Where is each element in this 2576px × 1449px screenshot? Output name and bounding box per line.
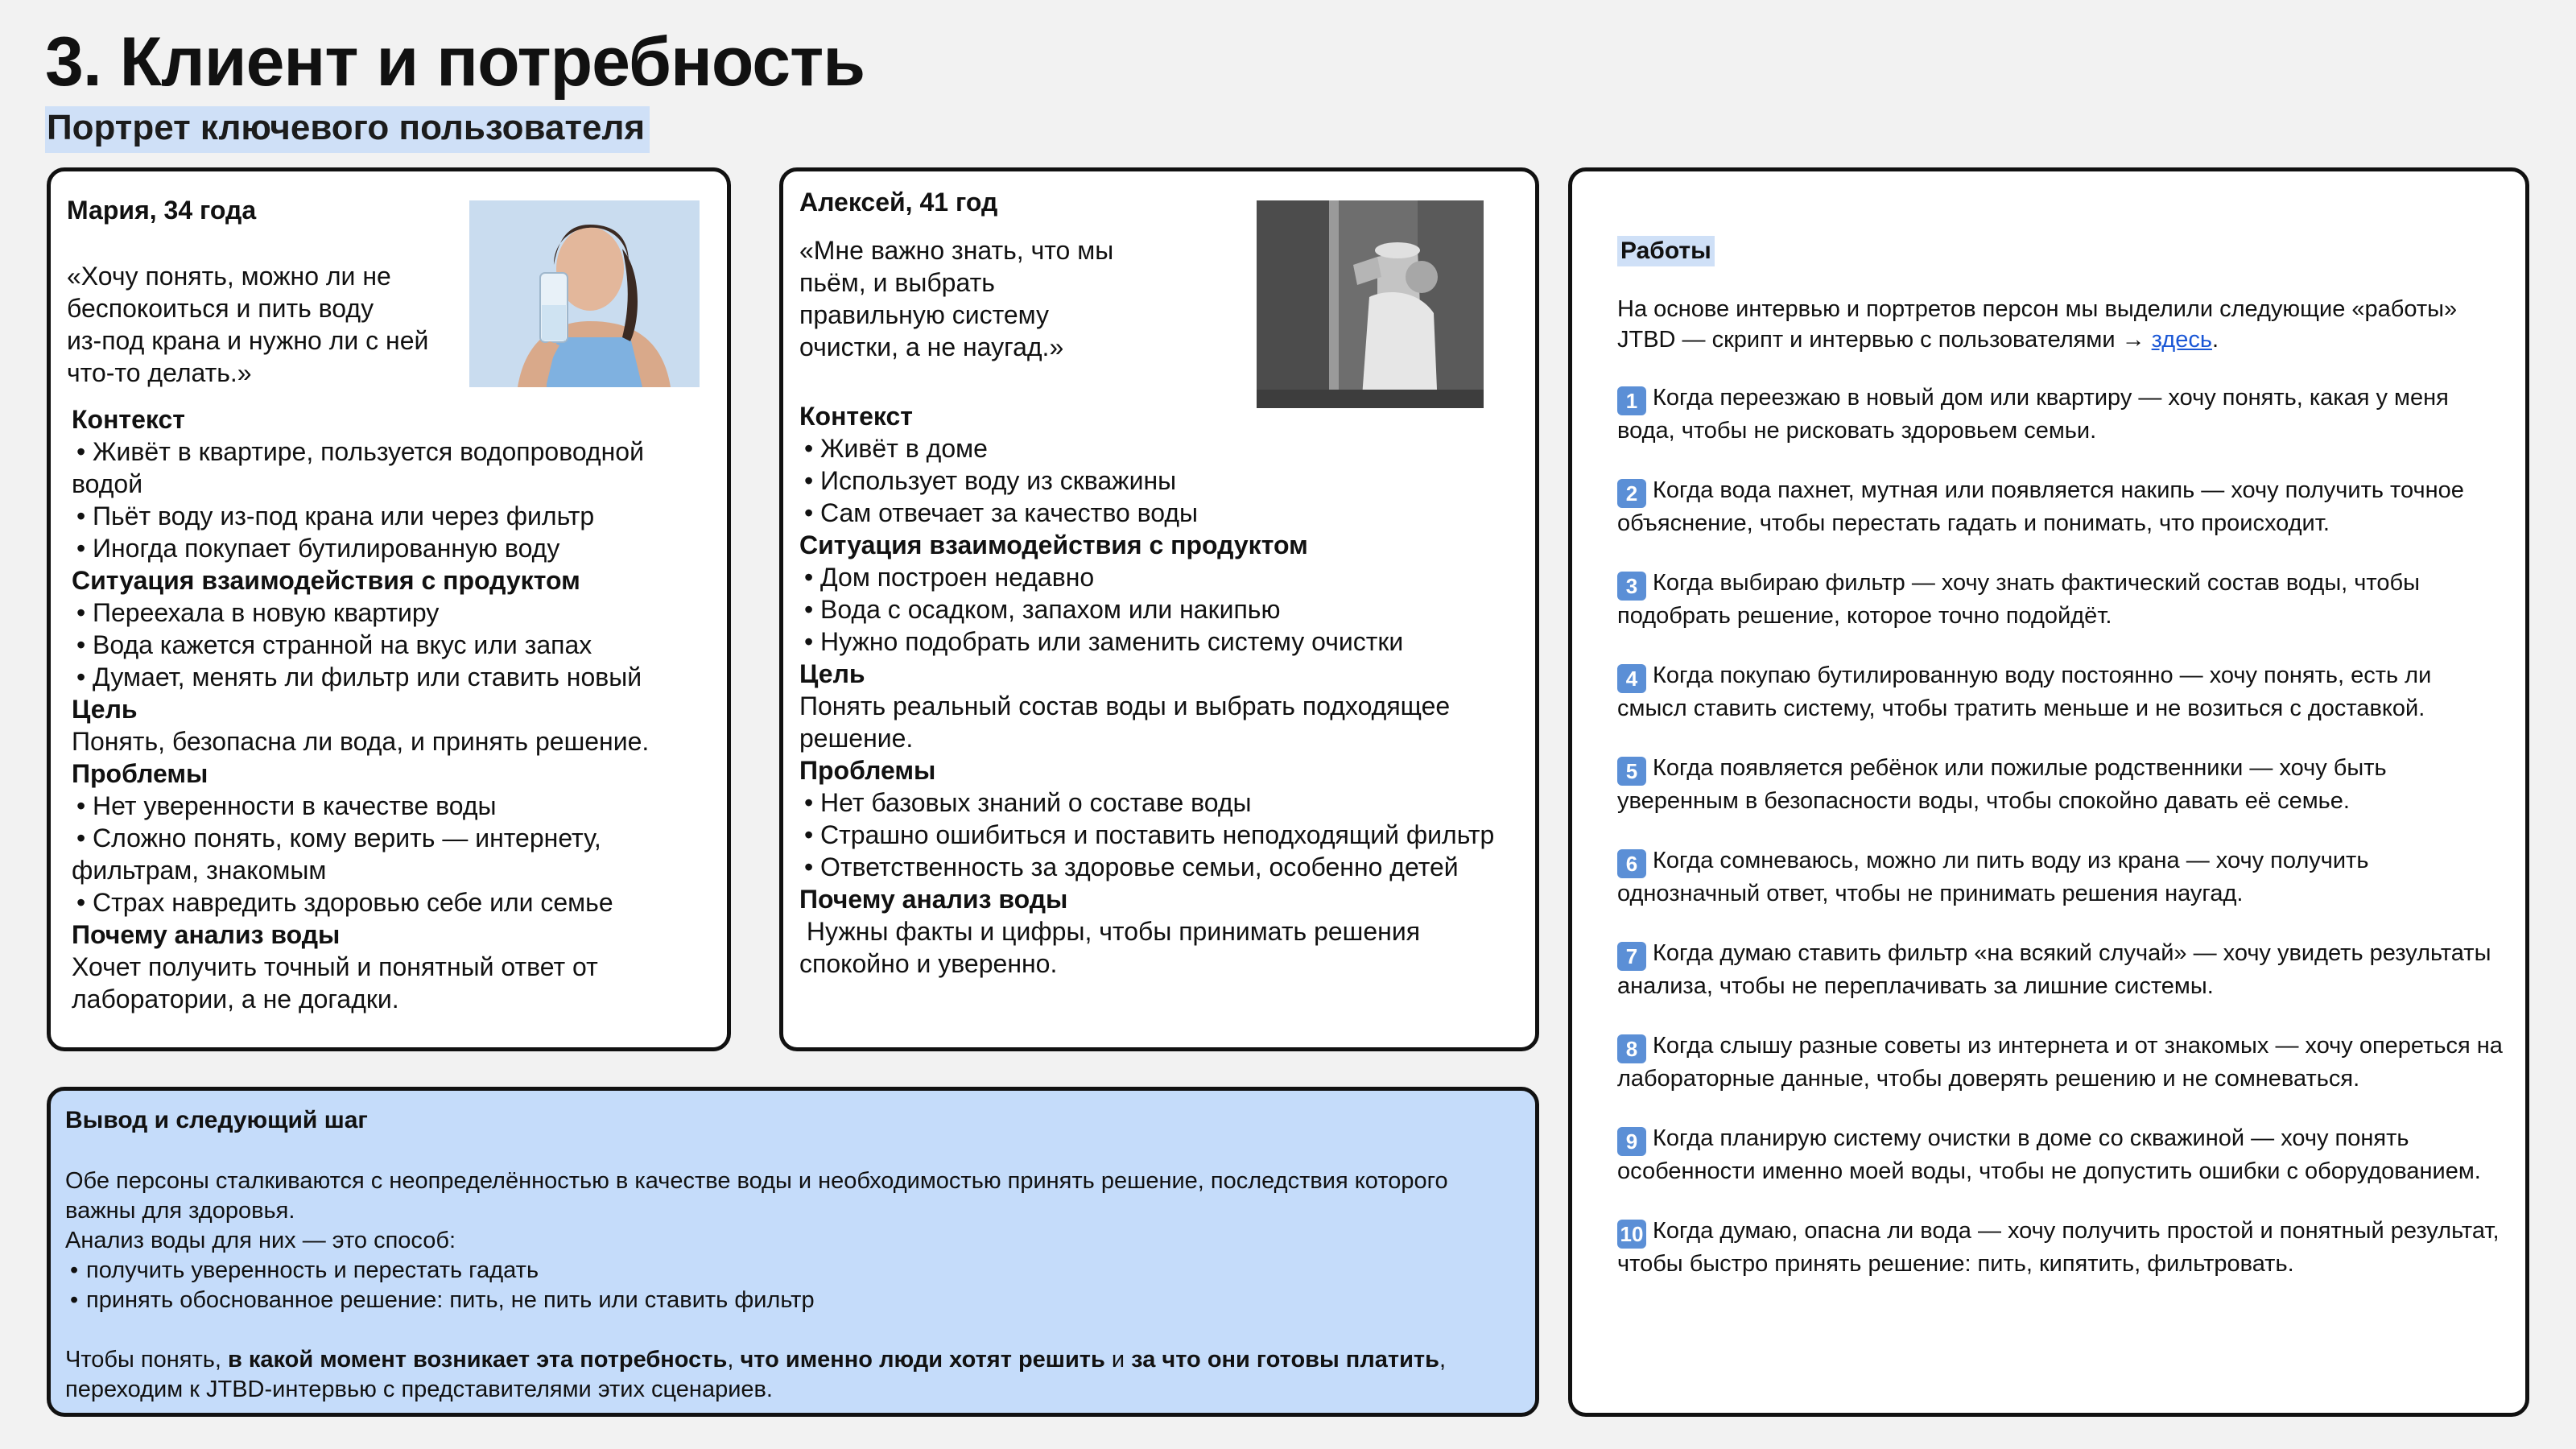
list-item: • Вода кажется странной на вкус или запах bbox=[72, 629, 716, 661]
list-item: • Живёт в доме bbox=[799, 432, 1524, 464]
jobs-list bbox=[1617, 382, 2503, 1308]
why-text: Хочет получить точный и понятный ответ от лаборатории, а не догадки. bbox=[72, 952, 598, 1013]
list-item: • Вода с осадком, запахом или накипью bbox=[799, 593, 1524, 625]
list-item: • Иногда покупает бутилированную воду bbox=[72, 532, 716, 564]
job-item bbox=[1617, 1123, 2503, 1187]
text-run: , bbox=[1439, 1347, 1446, 1373]
summary-card bbox=[47, 1087, 1539, 1417]
list-item: • Ответственность за здоровье семьи, особенно детей bbox=[799, 851, 1524, 883]
jobs-intro bbox=[1617, 294, 2495, 355]
list-item: • Нужно подобрать или заменить систему очистки bbox=[799, 625, 1524, 658]
summary-paragraph: переходим к JTBD-интервью с представителями этих сценариев. bbox=[65, 1377, 773, 1402]
job-item bbox=[1617, 1030, 2503, 1094]
number-badge-icon: 9 bbox=[1617, 1127, 1646, 1156]
persona-quote: «Мне важно знать, что мы пьём, и выбрать правильную систему очистки, а не наугад.» bbox=[799, 236, 1114, 361]
number-badge-icon: 3 bbox=[1617, 572, 1646, 601]
job-item bbox=[1617, 845, 2503, 909]
job-text: Когда думаю, опасна ли вода — хочу получить простой и понятный результат, чтобы быстро принять решение: пить, кипятить, фильтровать. bbox=[1617, 1218, 2500, 1277]
number-badge-icon: 7 bbox=[1617, 942, 1646, 971]
summary-paragraph: Анализ воды для них — это способ: bbox=[65, 1228, 456, 1253]
goal-text: Понять реальный состав воды и выбрать подходящее решение. bbox=[799, 691, 1451, 753]
section-heading: Проблемы bbox=[799, 756, 936, 785]
job-text: Когда появляется ребёнок или пожилые родственники — хочу быть уверенным в безопасности воды, чтобы спокойно давать её семье. bbox=[1617, 755, 2387, 814]
list-item: • получить уверенность и перестать гадать bbox=[65, 1256, 1514, 1286]
list-item: • Пьёт воду из-под крана или через фильтр bbox=[72, 500, 716, 532]
section-heading: Почему анализ воды bbox=[72, 920, 341, 949]
job-item bbox=[1617, 568, 2503, 631]
job-text: Когда вода пахнет, мутная или появляется накипь — хочу получить точное объяснение, чтобы перестать гадать и понимать, что происходит. bbox=[1617, 477, 2464, 536]
list-item: • Дом построен недавно bbox=[799, 561, 1524, 593]
list-item: • Нет базовых знаний о составе воды bbox=[799, 786, 1524, 819]
list-item: • принять обоснованное решение: пить, не пить или ставить фильтр bbox=[65, 1286, 1514, 1315]
persona-name: Мария, 34 года bbox=[67, 196, 257, 225]
list-item: • Сам отвечает за качество воды bbox=[799, 497, 1524, 529]
text-run-bold: что именно люди хотят решить bbox=[740, 1347, 1105, 1373]
list-item: • Использует воду из скважины bbox=[799, 464, 1524, 497]
section-heading: Контекст bbox=[799, 402, 913, 431]
page-subtitle: Портрет ключевого пользователя bbox=[45, 106, 650, 153]
section-heading: Цель bbox=[72, 695, 138, 724]
number-badge-icon: 8 bbox=[1617, 1034, 1646, 1063]
jobs-intro-end: . bbox=[2211, 327, 2219, 353]
job-item bbox=[1617, 753, 2503, 816]
summary-heading: Вывод и следующий шаг bbox=[65, 1107, 368, 1133]
text-run-bold: в какой момент возникает эта потребность bbox=[227, 1347, 728, 1373]
number-badge-icon: 10 bbox=[1617, 1220, 1646, 1249]
number-badge-icon: 4 bbox=[1617, 664, 1646, 693]
summary-body bbox=[65, 1166, 1514, 1405]
section-heading: Проблемы bbox=[72, 759, 208, 788]
job-item bbox=[1617, 382, 2503, 446]
woman-drinking-image bbox=[469, 200, 700, 387]
number-badge-icon: 6 bbox=[1617, 849, 1646, 878]
text-run: Чтобы понять, bbox=[65, 1347, 228, 1373]
maria-details bbox=[72, 403, 716, 1015]
interview-link[interactable]: здесь bbox=[2151, 327, 2212, 353]
persona-name: Алексей, 41 год bbox=[799, 188, 998, 217]
spacer bbox=[65, 1315, 1514, 1345]
job-text: Когда покупаю бутилированную воду постоянно — хочу понять, есть ли смысл ставить систему, чтобы тратить меньше и не возиться с доставкой. bbox=[1617, 663, 2432, 721]
page-title: 3. Клиент и потребность bbox=[45, 23, 865, 101]
jobs-card bbox=[1568, 167, 2529, 1417]
why-text: Нужны факты и цифры, чтобы принимать решения спокойно и уверенно. bbox=[799, 917, 1427, 978]
list-item: • Думает, менять ли фильтр или ставить новый bbox=[72, 661, 716, 693]
job-text: Когда сомневаюсь, можно ли пить воду из крана — хочу получить однозначный ответ, чтобы не принимать решения наугад. bbox=[1617, 848, 2369, 906]
text-run-bold: за что они готовы платить bbox=[1131, 1347, 1439, 1373]
aleksey-details bbox=[799, 400, 1524, 980]
job-text: Когда переезжаю в новый дом или квартиру — хочу понять, какая у меня вода, чтобы не рисковать здоровьем семьи. bbox=[1617, 385, 2449, 444]
section-heading: Почему анализ воды bbox=[799, 885, 1068, 914]
text-run: , bbox=[727, 1347, 741, 1373]
list-item: • Страх навредить здоровью себе или семье bbox=[72, 886, 716, 919]
section-heading: Ситуация взаимодействия с продуктом bbox=[72, 566, 580, 595]
persona-photo-aleksey bbox=[1257, 200, 1484, 408]
section-heading: Цель bbox=[799, 659, 865, 688]
jobs-intro-text: На основе интервью и портретов персон мы выделили следующие «работы» JTBD — скрипт и интервью с пользователями → bbox=[1617, 296, 2458, 353]
persona-photo-maria bbox=[469, 200, 700, 387]
job-item bbox=[1617, 660, 2503, 724]
list-item: • Живёт в квартире, пользуется водопроводной водой bbox=[72, 436, 716, 500]
section-heading: Ситуация взаимодействия с продуктом bbox=[799, 530, 1308, 559]
summary-paragraph bbox=[65, 1345, 1514, 1375]
job-text: Когда планирую систему очистки в доме со скважиной — хочу понять особенности именно моей воды, чтобы не допустить ошибки с оборудованием. bbox=[1617, 1125, 2481, 1184]
job-item bbox=[1617, 1216, 2503, 1279]
job-text: Когда выбираю фильтр — хочу знать фактический состав воды, чтобы подобрать решение, которое точно подойдёт. bbox=[1617, 570, 2420, 629]
goal-text: Понять, безопасна ли вода, и принять решение. bbox=[72, 727, 650, 756]
list-item: • Нет уверенности в качестве воды bbox=[72, 790, 716, 822]
summary-paragraph: Обе персоны сталкиваются с неопределённостью в качестве воды и необходимостью принять решение, последствия которого важны для здоровья. bbox=[65, 1168, 1448, 1224]
list-item: • Переехала в новую квартиру bbox=[72, 597, 716, 629]
persona-quote: «Хочу понять, можно ли не беспокоиться и пить воду из-под крана и нужно ли с ней что-то делать.» bbox=[67, 262, 429, 387]
section-heading: Контекст bbox=[72, 405, 185, 434]
job-item bbox=[1617, 938, 2503, 1001]
list-item: • Страшно ошибиться и поставить неподходящий фильтр bbox=[799, 819, 1524, 851]
job-item bbox=[1617, 475, 2503, 539]
number-badge-icon: 2 bbox=[1617, 479, 1646, 508]
persona-card-aleksey bbox=[779, 167, 1539, 1051]
number-badge-icon: 5 bbox=[1617, 757, 1646, 786]
list-item: • Сложно понять, кому верить — интернету, фильтрам, знакомым bbox=[72, 822, 716, 886]
persona-card-maria bbox=[47, 167, 731, 1051]
jobs-heading: Работы bbox=[1617, 236, 1715, 266]
man-with-bucket-image bbox=[1257, 200, 1484, 408]
job-text: Когда слышу разные советы из интернета и от знакомых — хочу опереться на лабораторные данные, чтобы доверять решению и не сомневаться. bbox=[1617, 1033, 2503, 1092]
text-run: и bbox=[1104, 1347, 1132, 1373]
job-text: Когда думаю ставить фильтр «на всякий случай» — хочу увидеть результаты анализа, чтобы не переплачивать за лишние системы. bbox=[1617, 940, 2491, 999]
number-badge-icon: 1 bbox=[1617, 386, 1646, 415]
